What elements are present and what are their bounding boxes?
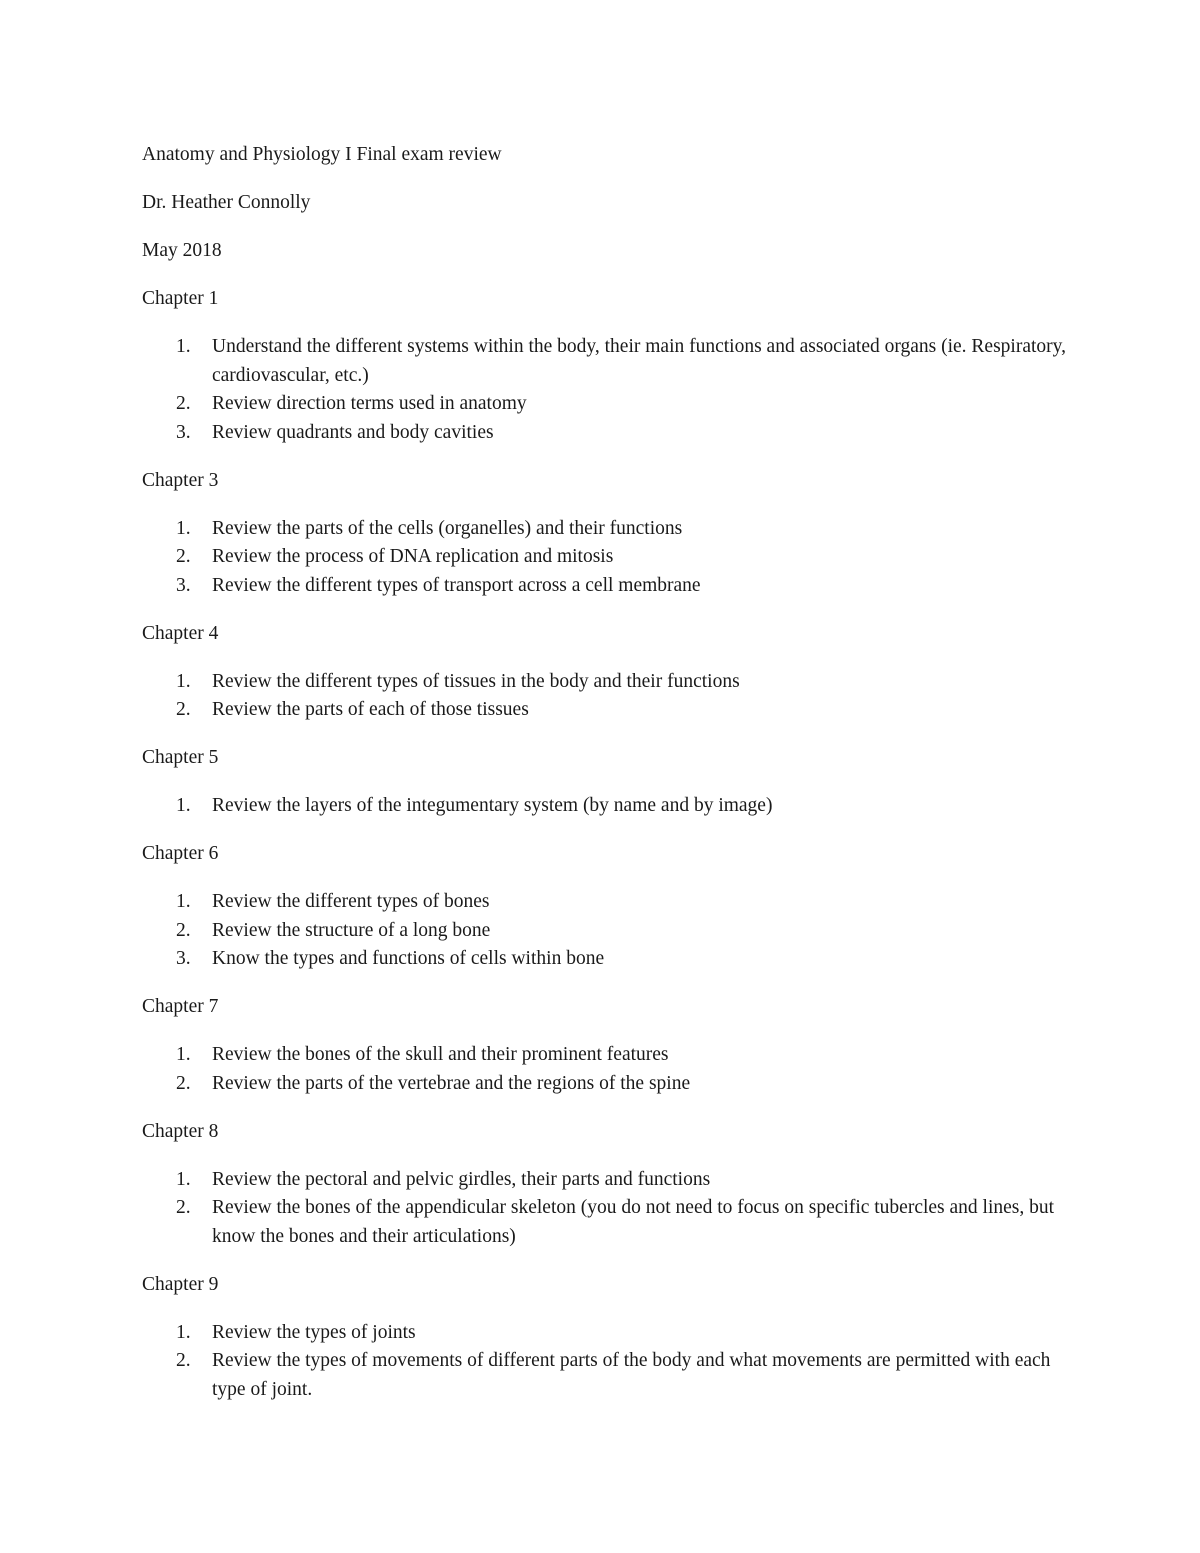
item-number: 2. <box>176 1350 191 1371</box>
item-text: Review the different types of transport across a cell membrane <box>212 574 701 596</box>
list-item <box>142 1166 1072 1195</box>
chapter-items <box>142 792 1072 821</box>
list-item <box>142 945 1072 974</box>
chapter-heading: Chapter 7 <box>142 996 219 1017</box>
item-text: Review the types of movements of different parts of the body and what movements are permitted with each type of joint. <box>212 1350 1051 1400</box>
item-number: 1. <box>176 1044 191 1065</box>
item-text: Review the bones of the appendicular skeleton (you do not need to focus on specific tubercles and lines, but know the bones and their articulations) <box>212 1197 1055 1247</box>
item-number: 1. <box>176 517 191 539</box>
list-item <box>142 333 1072 390</box>
list-item <box>142 515 1072 544</box>
item-number: 2. <box>176 919 191 941</box>
item-number: 3. <box>176 421 191 443</box>
item-text: Review the structure of a long bone <box>212 919 491 941</box>
list-item <box>142 543 1072 572</box>
item-number: 1. <box>176 1168 191 1190</box>
item-number: 1. <box>176 1321 191 1343</box>
item-number: 2. <box>176 1197 191 1218</box>
document-title: Anatomy and Physiology I Final exam review <box>142 144 502 165</box>
chapter-items <box>142 515 1072 601</box>
list-item <box>142 917 1072 946</box>
chapter-items <box>142 333 1072 447</box>
item-text: Know the types and functions of cells within bone <box>212 948 605 969</box>
item-number: 3. <box>176 948 191 969</box>
item-number: 1. <box>176 795 191 816</box>
chapter-heading: Chapter 6 <box>142 843 219 864</box>
list-item <box>142 888 1072 917</box>
chapter-heading: Chapter 8 <box>142 1120 219 1142</box>
list-item <box>142 668 1072 697</box>
item-number: 3. <box>176 574 191 596</box>
item-text: Review the types of joints <box>212 1321 416 1343</box>
list-item <box>142 1041 1072 1070</box>
chapter-heading: Chapter 1 <box>142 288 219 309</box>
chapter-heading: Chapter 3 <box>142 469 219 491</box>
item-text: Understand the different systems within the body, their main functions and associated organs (ie. Respiratory, cardiovascular, etc.) <box>212 336 1067 386</box>
list-item <box>142 1194 1072 1251</box>
item-text: Review direction terms used in anatomy <box>212 393 527 414</box>
document-author: Dr. Heather Connolly <box>142 192 311 213</box>
list-item <box>142 390 1072 419</box>
chapter-items <box>142 888 1072 974</box>
chapter-items <box>142 668 1072 725</box>
document-page <box>142 141 1072 1424</box>
list-item <box>142 1070 1072 1099</box>
item-number: 2. <box>176 393 191 414</box>
item-text: Review the bones of the skull and their prominent features <box>212 1044 669 1065</box>
item-text: Review the process of DNA replication and mitosis <box>212 546 614 567</box>
chapter-items <box>142 1166 1072 1252</box>
list-item <box>142 696 1072 725</box>
list-item <box>142 1319 1072 1348</box>
item-text: Review the parts of the vertebrae and the regions of the spine <box>212 1072 691 1094</box>
item-text: Review the parts of each of those tissues <box>212 699 529 720</box>
item-text: Review the different types of tissues in the body and their functions <box>212 670 740 692</box>
chapter-items <box>142 1041 1072 1098</box>
list-item <box>142 572 1072 601</box>
chapter-items <box>142 1319 1072 1405</box>
chapter-heading: Chapter 4 <box>142 622 219 644</box>
list-item <box>142 792 1072 821</box>
item-number: 2. <box>176 699 191 720</box>
item-text: Review the pectoral and pelvic girdles, their parts and functions <box>212 1168 711 1190</box>
item-number: 1. <box>176 670 191 692</box>
chapter-list <box>142 285 1072 1404</box>
item-text: Review quadrants and body cavities <box>212 421 494 443</box>
list-item <box>142 1347 1072 1404</box>
item-number: 1. <box>176 336 191 357</box>
item-text: Review the layers of the integumentary system (by name and by image) <box>212 795 773 816</box>
chapter-heading: Chapter 5 <box>142 747 219 768</box>
item-number: 1. <box>176 891 191 912</box>
item-number: 2. <box>176 1072 191 1094</box>
item-number: 2. <box>176 546 191 567</box>
document-date: May 2018 <box>142 240 222 261</box>
item-text: Review the different types of bones <box>212 891 490 912</box>
item-text: Review the parts of the cells (organelles) and their functions <box>212 517 683 539</box>
chapter-heading: Chapter 9 <box>142 1273 219 1295</box>
list-item <box>142 419 1072 448</box>
